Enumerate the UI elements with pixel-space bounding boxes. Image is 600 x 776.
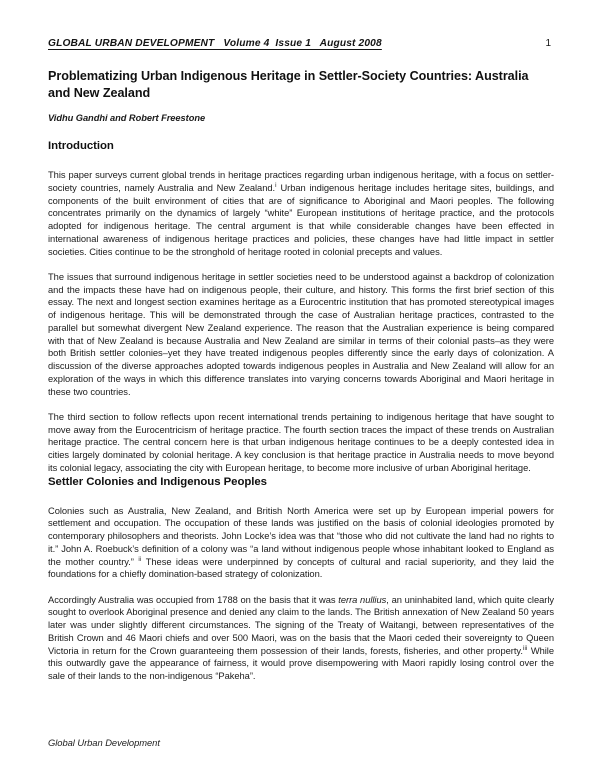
running-header (48, 38, 553, 54)
article-title: Problematizing Urban Indigenous Heritage in Settler-Society Countries: Australia and New Zealand (48, 69, 529, 100)
body-column (48, 139, 554, 683)
paragraph-settler-2-text-a: Accordingly Australia was occupied from 1788 on the basis that it was (48, 594, 339, 605)
paragraph-intro-1-text-b: Urban indigenous heritage includes heritage sites, buildings, and components of the built environment of cities that are of significance to Aboriginal and Maori peoples. The following concentrates primarily on the dynamics of largely “white” European institutions of heritage practice, and the protocols adopted for indigenous heritage. The central argument is that while considerable changes have been effected in international awareness of indigenous heritage practices and policies, these changes have had little impact in settler societies. Cities continue to be the stronghold of heritage rooted in colonial precepts and values. (48, 182, 554, 257)
paragraph-settler-2-text-c: While this outwardly gave the appearance of fairness, it would prove disempowering with Maori rapidly losing control over the sale of their lands to the non-indigenous “Pakeha”. (48, 645, 554, 681)
paragraph-settler-1-text-b: These ideas were underpinned by concepts of cultural and racial superiority, and they laid the foundations for a chiefly domination-based strategy of colonization. (48, 556, 554, 580)
article-authors: Vidhu Gandhi and Robert Freestone (48, 113, 206, 123)
paragraph-intro-1-text-a: This paper surveys current global trends in heritage practices regarding urban indigenous heritage, with a focus on settler-society countries, namely Australia and New Zealand. (48, 170, 554, 193)
paragraph-intro-1 (48, 169, 554, 258)
page-number: 1 (545, 38, 551, 49)
footnote-marker-i[interactable]: i (275, 181, 277, 189)
paragraph-intro-2: The issues that surround indigenous heritage in settler societies need to be understood against a backdrop of colonization and the impacts these have had on indigenous people, their culture, and history. This forms the first brief section of this essay. The next and longest section examines heritage as a Eurocentric institution that has promoted stereotypical images of indigenous heritage. This will be demonstrated through the case of Australian heritage practices, contrasted to the parallel but somewhat divergent New Zealand experience. The reason that the Australian experience is being compared with that of New Zealand is because Australia and New Zealand are similar in terms of their colonial pasts–as they were both British settler colonies–yet they have treated indigenous peoples differently since the early days of colonization. A discussion of the diverse approaches adopted towards indigenous peoples in Australia and New Zealand will allow for an exploration of the ways in which this difference translates into varying concerns towards Aboriginal and Maori heritage in these two countries. (48, 271, 554, 397)
paragraph-settler-1 (48, 505, 554, 582)
section-heading-introduction: Introduction (48, 140, 114, 152)
paragraph-settler-2 (48, 594, 554, 683)
page-footer: Global Urban Development (48, 737, 160, 748)
paragraph-intro-3: The third section to follow reflects upon recent international trends pertaining to indigenous heritage that have sought to move away from the Eurocentricism of heritage practice. The fourth section traces the impact of these trends on Australian heritage practice. The central concern here is that urban indigenous heritage continues to be a deeply contested idea in cities largely dominated by colonial heritage. A key conclusion is that heritage practice in Australia needs to move beyond its colonial legacy, associating the city with European heritage, to become more inclusive of urban Aboriginal heritage. (48, 411, 554, 473)
paragraph-settler-2-text-b: , an uninhabited land, which quite clearly sought to overlook Aboriginal presence and denied any claim to the lands. The British annexation of New Zealand 50 years later was under slightly different circumstances. The signing of the Treaty of Waitangi, between representatives of the British Crown and 46 Maori chiefs and over 500 Maori, was on the basis that the Maori ceded their sovereignty to Queen Victoria in return for the Crown guaranteeing them possession of their lands, forests, fisheries, and other property. (48, 594, 555, 656)
footnote-marker-ii[interactable]: ii (138, 555, 142, 563)
latin-term-terra-nullius: terra nullius (338, 594, 387, 605)
paragraph-settler-1-text-a: Colonies such as Australia, New Zealand, and British North America were set up by European imperial powers for settlement and occupation. The occupation of these lands was justified on the basis of colonial ideologies promoted by contemporary philosophers and theorists. John Locke’s idea was that “those who did not cultivate the land had no rights to it.” John A. Roebuck’s definition of a colony was “a land without indigenous people whose inhabitant looked to England as the mother country.” (48, 505, 554, 567)
section-heading-settler-colonies: Settler Colonies and Indigenous Peoples (48, 475, 267, 488)
journal-citation-line: GLOBAL URBAN DEVELOPMENT Volume 4 Issue 1 August 2008 (48, 38, 382, 49)
footnote-marker-iii[interactable]: iii (522, 644, 528, 652)
